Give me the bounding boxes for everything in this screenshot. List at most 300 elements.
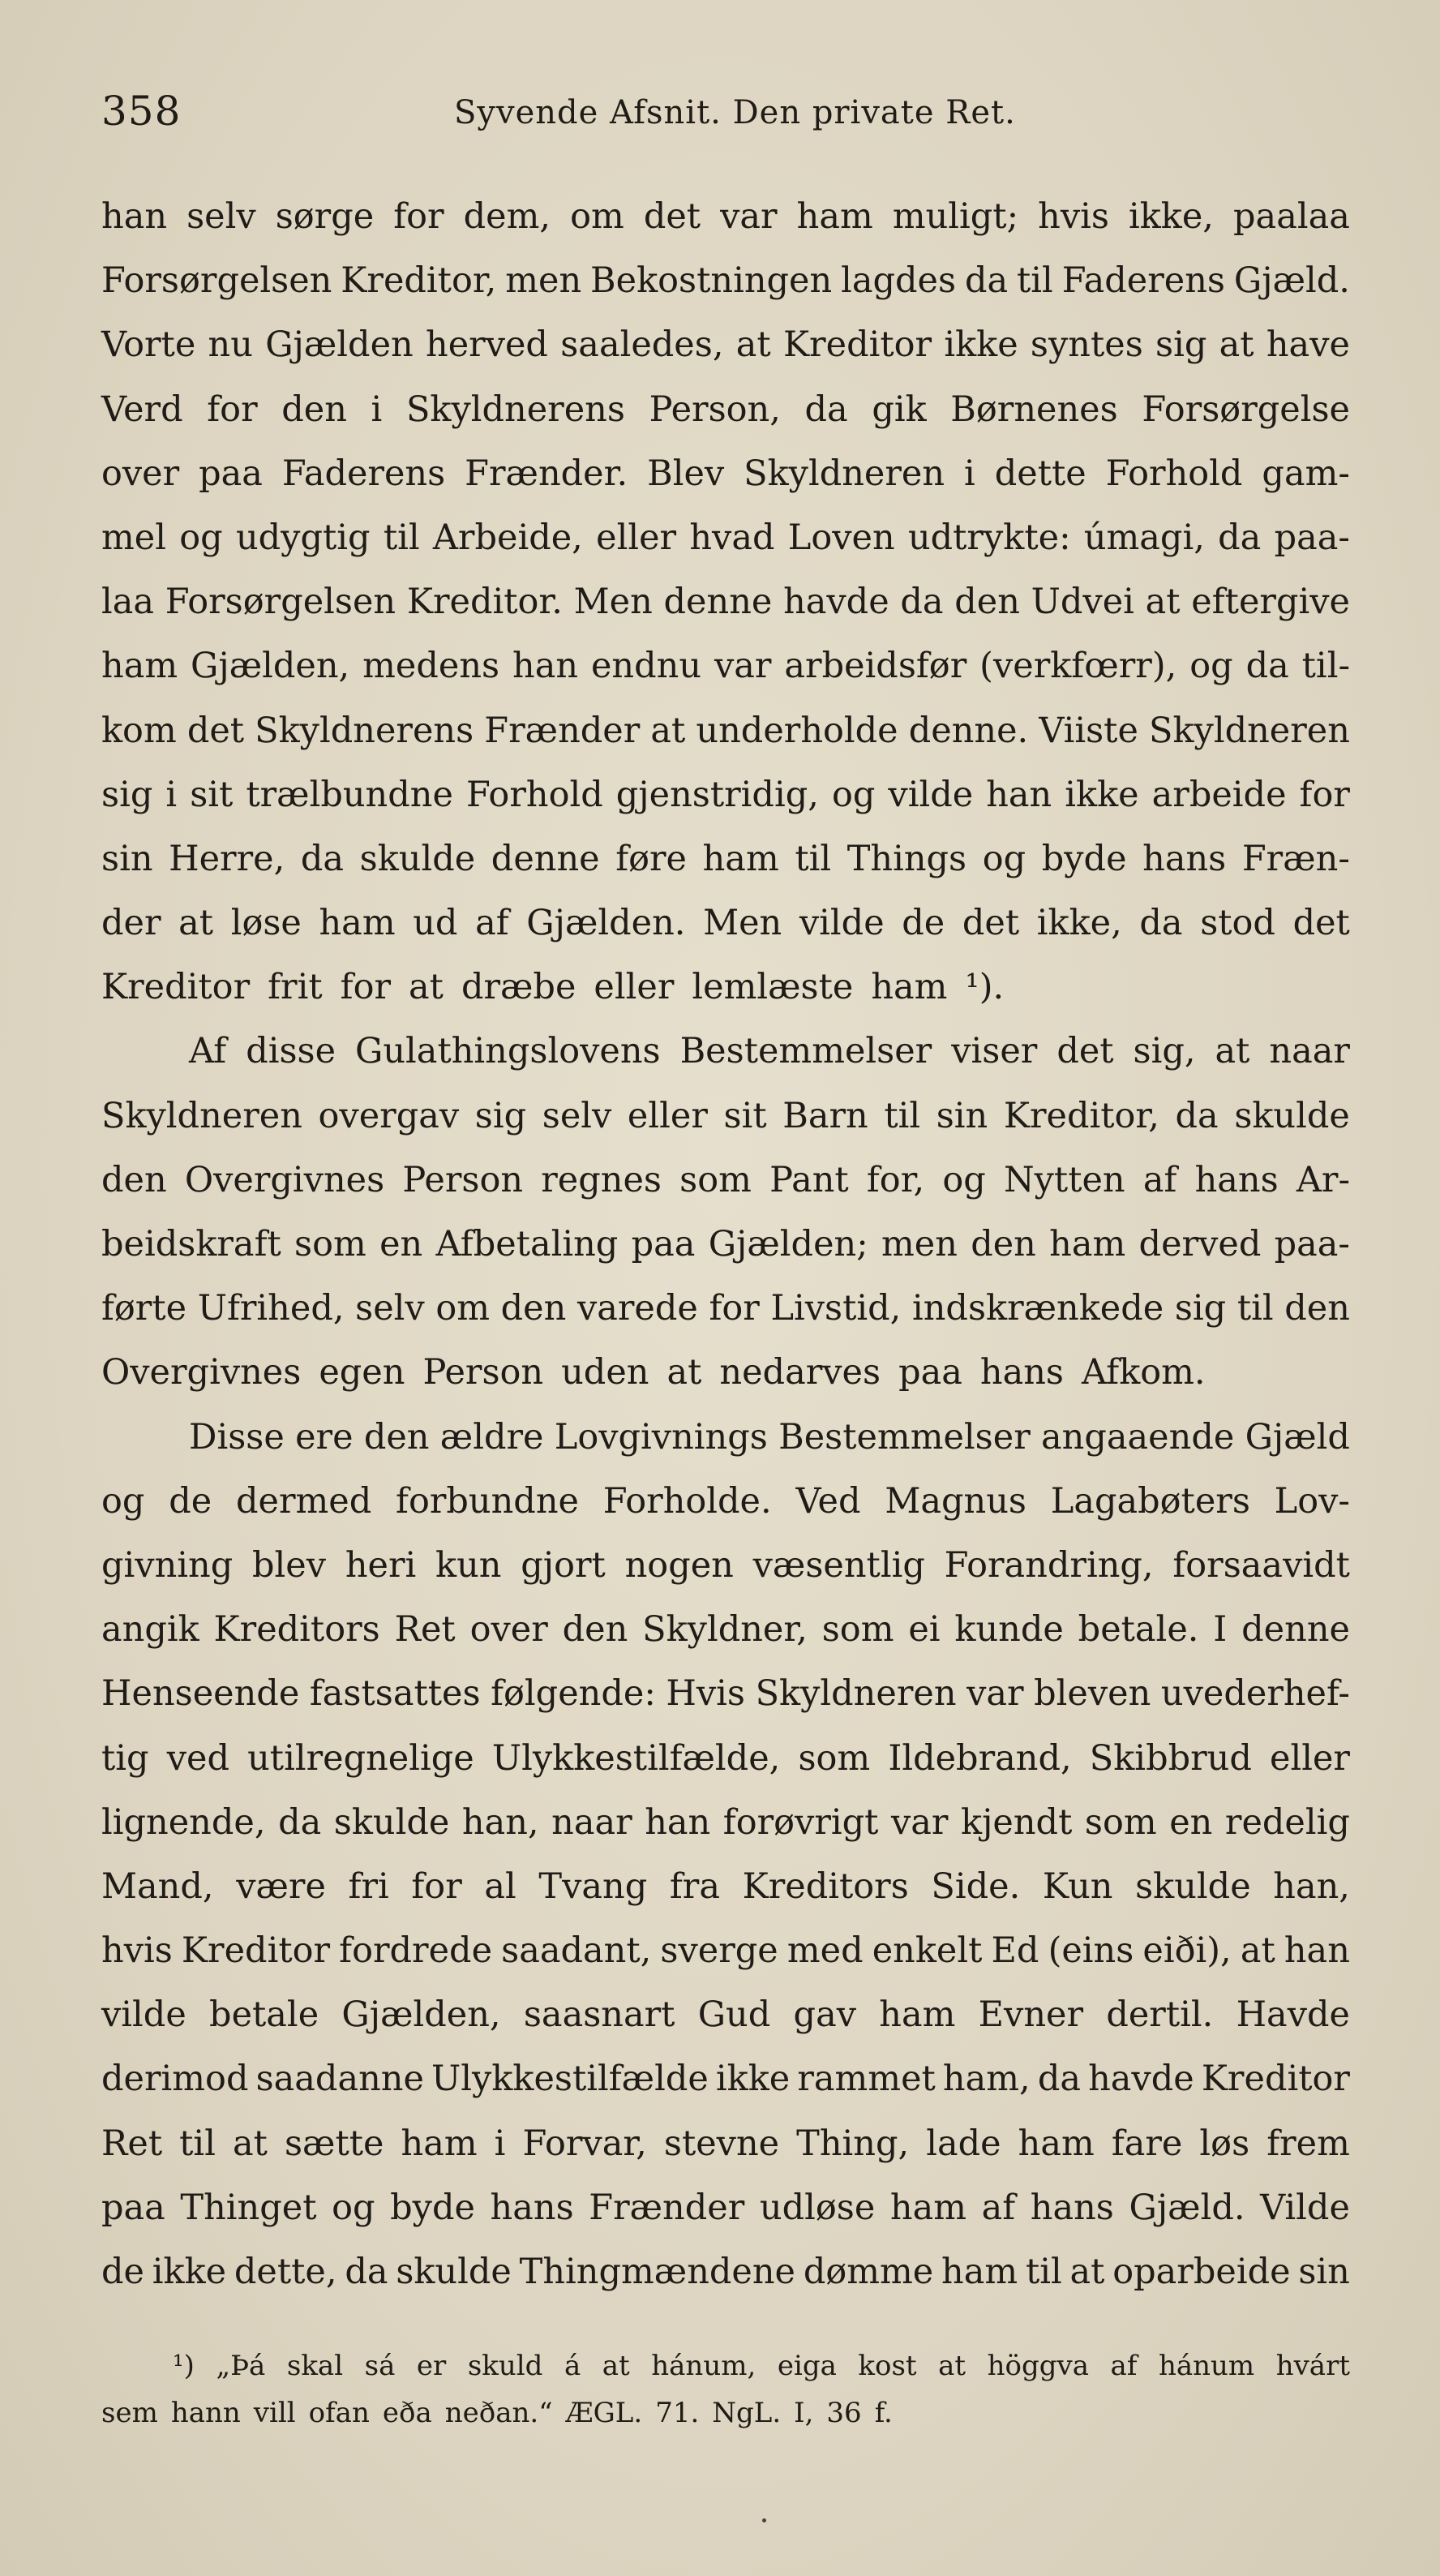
word: Henseende <box>101 1673 300 1715</box>
word: ham <box>319 903 396 944</box>
word: Pant <box>769 1159 849 1200</box>
word: Person <box>422 1352 544 1393</box>
word: at <box>178 903 214 944</box>
word: gjenstridig, <box>615 774 819 815</box>
text-line <box>101 763 1350 827</box>
word: rammet <box>797 2059 936 2100</box>
word: Forsørgelsen <box>165 582 396 623</box>
word: da <box>278 1801 322 1843</box>
word: han <box>101 196 168 237</box>
word: Udvei <box>1031 582 1134 623</box>
word: som <box>1084 1801 1157 1843</box>
word: en <box>1169 1801 1213 1843</box>
word: hvis <box>101 1930 173 1972</box>
word: Skibbrud <box>1089 1737 1252 1779</box>
word: Ulykkestilfælde, <box>491 1737 781 1779</box>
word: væsentlig <box>752 1544 925 1586</box>
word: paa <box>631 1224 696 1264</box>
word: det <box>186 710 245 751</box>
text-line <box>101 634 1350 698</box>
text-line <box>101 1213 1350 1277</box>
word: Frænder <box>484 710 641 751</box>
word: der <box>101 903 161 944</box>
text-line <box>101 2240 1350 2304</box>
word: som <box>679 1159 752 1200</box>
word: höggva <box>987 2350 1089 2382</box>
text-line <box>101 1919 1350 1983</box>
word: Gulathingslovens <box>355 1031 661 1072</box>
word: til <box>884 1095 921 1136</box>
text-line <box>101 2112 1350 2176</box>
word: egen <box>319 1352 405 1393</box>
word: skal <box>286 2350 344 2382</box>
word: I, <box>794 2397 814 2429</box>
word: tig <box>101 1737 149 1779</box>
word: sá <box>364 2350 396 2382</box>
word: havde <box>1088 2059 1194 2100</box>
word: og <box>942 1159 986 1200</box>
word: til <box>795 838 832 879</box>
word: naar <box>551 1801 632 1843</box>
word: enkelt <box>872 1930 983 1972</box>
word: Gud <box>697 1994 771 2036</box>
word: Kreditor. <box>406 582 563 623</box>
word: dette, <box>234 2252 337 2292</box>
word: ikke <box>1065 774 1139 815</box>
word: I <box>1213 1609 1228 1651</box>
word: Skyldneren <box>744 453 945 494</box>
word: Ved <box>795 1480 861 1522</box>
word: muligt; <box>892 196 1019 237</box>
word: Kreditors <box>742 1865 909 1907</box>
word: Ed <box>991 1930 1039 1972</box>
word: Skyldnerens <box>255 710 474 751</box>
word: á <box>564 2350 581 2382</box>
word: han, <box>461 1801 539 1843</box>
word: Kreditor, <box>1003 1095 1159 1136</box>
word: Frænder. <box>465 453 628 494</box>
word: ÆGL. <box>565 2397 643 2429</box>
word: fra <box>669 1865 720 1907</box>
word: hans <box>1030 2187 1114 2228</box>
word: Ulykkestilfælde <box>431 2059 709 2100</box>
word: den <box>1284 1288 1350 1329</box>
word: udtrykte: <box>907 517 1071 558</box>
footnotes <box>101 2342 1350 2436</box>
word: gik <box>872 389 927 430</box>
word: hans <box>490 2187 574 2228</box>
word: da <box>1175 1095 1219 1136</box>
word: saadanne <box>255 2059 424 2100</box>
word: den <box>363 1416 430 1458</box>
word: Side. <box>931 1865 1021 1907</box>
word: uvederhef- <box>1160 1673 1350 1715</box>
word: ham <box>879 1994 956 2036</box>
word: lemlæste <box>692 967 854 1008</box>
word: lignende, <box>101 1801 266 1843</box>
word: løse <box>230 903 302 944</box>
word: Nytten <box>1004 1159 1125 1200</box>
word: f. <box>874 2397 893 2429</box>
word: Gjælden, <box>341 1994 501 2036</box>
word: Lov- <box>1274 1480 1350 1522</box>
word: Mand, <box>101 1865 214 1907</box>
word: og <box>179 517 223 558</box>
word: skulde <box>1135 1865 1251 1907</box>
word: dette <box>994 453 1086 494</box>
word: dræbe <box>461 967 576 1008</box>
word: Thinget <box>180 2187 317 2228</box>
word: vilde <box>101 1994 186 2036</box>
word: sit <box>723 1095 767 1136</box>
word: underholde <box>696 710 898 751</box>
word: og <box>101 1480 145 1522</box>
word: førte <box>101 1288 187 1329</box>
word: som <box>821 1609 894 1651</box>
word: ham <box>871 967 948 1008</box>
word: ham <box>941 2252 1018 2292</box>
word: kjendt <box>961 1801 1073 1843</box>
word: nu <box>208 324 253 366</box>
text-line <box>101 442 1350 506</box>
word: han <box>1284 1930 1350 1972</box>
word: Thingmændene <box>519 2252 796 2292</box>
word: de <box>101 2252 144 2292</box>
word: de <box>169 1480 212 1522</box>
word: kun <box>435 1544 502 1586</box>
word: Vilde <box>1260 2187 1350 2228</box>
word: hánum <box>1158 2350 1255 2382</box>
word: sætte <box>284 2123 384 2164</box>
word: hans <box>1142 838 1227 879</box>
word: endnu <box>590 646 702 687</box>
word: om <box>435 1288 491 1329</box>
word: „Þá <box>216 2350 266 2382</box>
word: eða <box>382 2397 432 2429</box>
word: selv <box>542 1095 612 1136</box>
word: ikke <box>152 2252 227 2292</box>
word: dem, <box>463 196 551 237</box>
word: hans <box>979 1352 1064 1393</box>
word: Havde <box>1236 1994 1350 2036</box>
word: lagdes <box>841 260 957 302</box>
word: eller <box>594 967 675 1008</box>
word: for, <box>866 1159 925 1200</box>
word: den <box>281 389 347 430</box>
word: saasnart <box>523 1994 675 2036</box>
word: den <box>101 1159 167 1200</box>
word: ofan <box>308 2397 370 2429</box>
word: da <box>300 838 345 879</box>
word: úmagi, <box>1083 517 1205 558</box>
word: ham <box>401 2123 478 2164</box>
word: det <box>962 903 1020 944</box>
word: ikke <box>715 2059 791 2100</box>
text-line <box>101 1020 1350 1084</box>
word: da <box>1139 903 1183 944</box>
word: Gjæld. <box>1129 2187 1245 2228</box>
word: med <box>786 1930 864 1972</box>
word: af <box>1142 1159 1177 1200</box>
word: paa- <box>1274 517 1350 558</box>
word: Gjæld. <box>1233 260 1350 302</box>
word: sverge <box>660 1930 778 1972</box>
word: Vorte <box>101 324 196 366</box>
word: hann <box>170 2397 241 2429</box>
word: til <box>1025 2252 1062 2292</box>
word: ham <box>1049 1224 1126 1264</box>
word: naar <box>1269 1031 1350 1072</box>
word: da <box>900 582 944 623</box>
word: ¹). <box>965 967 1005 1008</box>
word: nedarves <box>719 1352 881 1393</box>
word: Afbetaling <box>435 1224 619 1264</box>
text-line <box>101 891 1350 955</box>
text-line <box>101 570 1350 634</box>
word: men <box>505 260 582 302</box>
word: Blev <box>647 453 725 494</box>
word: Skyldneren <box>101 1095 302 1136</box>
word: til <box>1017 260 1053 302</box>
word: følgende: <box>491 1673 656 1715</box>
word: Kreditor, <box>341 260 497 302</box>
word: kom <box>101 710 177 751</box>
word: ikke, <box>1036 903 1122 944</box>
word: og <box>1189 646 1233 687</box>
word: at <box>409 967 444 1008</box>
word: ikke <box>944 324 1018 366</box>
text-line <box>101 1406 1350 1470</box>
word: Skyldneren <box>755 1673 957 1715</box>
word: sin <box>936 1095 988 1136</box>
word: men <box>881 1224 958 1264</box>
word: af <box>475 903 509 944</box>
word: ¹) <box>173 2350 195 2382</box>
word: ældre <box>439 1416 544 1458</box>
word: syntes <box>1030 324 1143 366</box>
word: 71. <box>655 2397 700 2429</box>
word: forbundne <box>396 1480 579 1522</box>
word: løs <box>1199 2123 1250 2164</box>
word: skulde <box>396 2252 512 2292</box>
word: gav <box>793 1994 857 2036</box>
word: dertil. <box>1106 1994 1214 2036</box>
word: Loven <box>787 517 895 558</box>
word: forsaavidt <box>1172 1544 1350 1586</box>
word: frit <box>268 967 323 1008</box>
word: gam- <box>1262 453 1350 494</box>
footnote-line <box>101 2342 1350 2389</box>
word: eftergive <box>1191 582 1350 623</box>
word: Faderens <box>281 453 446 494</box>
word: Thing, <box>796 2123 910 2164</box>
word: angik <box>101 1609 199 1651</box>
word: den <box>971 1224 1036 1264</box>
word: Fræn- <box>1241 838 1350 879</box>
word: da <box>345 2252 388 2292</box>
word: herved <box>426 324 548 366</box>
text-line <box>101 506 1350 570</box>
word: var <box>966 1673 1024 1715</box>
page-number: 358 <box>101 88 182 135</box>
text-line <box>101 827 1350 891</box>
word: dømme <box>803 2252 934 2292</box>
word: eller <box>1270 1737 1350 1779</box>
word: Skyldnerens <box>405 389 625 430</box>
text-line <box>101 2176 1350 2240</box>
word: eller <box>627 1095 708 1136</box>
word: 36 <box>826 2397 862 2429</box>
word: hans <box>1194 1159 1279 1200</box>
word: Men <box>573 582 653 623</box>
word: Forandring, <box>944 1544 1154 1586</box>
word: selv <box>355 1288 425 1329</box>
word: til <box>383 517 420 558</box>
word: i <box>964 453 975 494</box>
word: ham <box>101 646 178 687</box>
word: havde <box>783 582 889 623</box>
word: sig, <box>1133 1031 1196 1072</box>
word: fare <box>1111 2123 1183 2164</box>
word: denne <box>491 838 600 879</box>
word: paalaa <box>1233 196 1350 237</box>
word: derimod <box>101 2059 249 2100</box>
word: han <box>512 646 579 687</box>
word: at <box>650 710 686 751</box>
word: Arbeide, <box>432 517 583 558</box>
footnote-line <box>101 2389 1350 2436</box>
word: ham <box>702 838 779 879</box>
word: Livstid, <box>770 1288 902 1329</box>
word: ud <box>413 903 458 944</box>
word: var <box>714 646 772 687</box>
word: over <box>101 453 180 494</box>
word: al <box>484 1865 516 1907</box>
word: at <box>1145 582 1181 623</box>
word: føre <box>615 838 688 879</box>
text-line <box>101 185 1350 249</box>
word: at <box>666 1352 702 1393</box>
word: til <box>179 2123 216 2164</box>
word: i <box>371 389 383 430</box>
word: Af <box>189 1031 227 1072</box>
text-line <box>101 1277 1350 1341</box>
word: Bekostningen <box>590 260 833 302</box>
body-text <box>101 185 1350 2304</box>
word: vilde <box>799 903 885 944</box>
word: Ret <box>101 2123 163 2164</box>
word: om <box>570 196 624 237</box>
word: hánum, <box>651 2350 756 2382</box>
text-line <box>101 378 1350 442</box>
word: Magnus <box>885 1480 1026 1522</box>
word: Kreditor <box>1201 2059 1350 2100</box>
word: Kun <box>1042 1865 1113 1907</box>
word: at <box>233 2123 268 2164</box>
word: viser <box>951 1031 1038 1072</box>
word: han <box>645 1801 711 1843</box>
word: af <box>1110 2350 1138 2382</box>
word: sig <box>101 774 153 815</box>
word: Ufrihed, <box>197 1288 345 1329</box>
word: eiga <box>777 2350 837 2382</box>
word: overgav <box>318 1095 460 1136</box>
word: Kreditor <box>782 324 932 366</box>
word: laa <box>101 582 155 623</box>
word: at <box>735 324 771 366</box>
word: ham <box>796 196 873 237</box>
word: sem <box>101 2397 158 2429</box>
word: at <box>938 2350 966 2382</box>
word: byde <box>1041 838 1127 879</box>
word: Gjæld <box>1245 1416 1350 1458</box>
print-speck <box>762 2518 766 2522</box>
word: til <box>1236 1288 1274 1329</box>
word: (eins <box>1048 1930 1134 1972</box>
word: Gjælden; <box>708 1224 868 1264</box>
word: da <box>804 389 848 430</box>
word: lade <box>926 2123 1001 2164</box>
text-line <box>101 1662 1350 1726</box>
word: Bestemmelser <box>679 1031 932 1072</box>
text-line <box>101 1470 1350 1534</box>
word: Overgivnes <box>184 1159 385 1200</box>
word: indskrænkede <box>911 1288 1164 1329</box>
word: beidskraft <box>101 1224 281 1264</box>
word: varede <box>576 1288 698 1329</box>
word: Ildebrand, <box>888 1737 1072 1779</box>
word: Gjælden, <box>191 646 350 687</box>
word: for <box>393 196 444 237</box>
word: Kreditor <box>101 967 251 1008</box>
word: eiði), <box>1142 1930 1232 1972</box>
word: i <box>494 2123 506 2164</box>
word: sig <box>1174 1288 1227 1329</box>
word: over <box>469 1609 548 1651</box>
word: fordrede <box>339 1930 493 1972</box>
word: da <box>964 260 1009 302</box>
word: hvad <box>689 517 775 558</box>
word: Ret <box>394 1609 456 1651</box>
word: da <box>1037 2059 1081 2100</box>
word: den <box>954 582 1020 623</box>
word: Person <box>402 1159 524 1200</box>
text-line <box>101 1791 1350 1855</box>
text-line <box>101 1084 1350 1148</box>
word: sig <box>474 1095 527 1136</box>
word: Gjælden <box>265 324 414 366</box>
word: i <box>165 774 178 815</box>
word: han, <box>1273 1865 1350 1907</box>
word: ham, <box>942 2059 1031 2100</box>
text-line <box>101 313 1350 377</box>
word: Lagabøters <box>1050 1480 1250 1522</box>
word: Barn <box>782 1095 868 1136</box>
word: Ar- <box>1296 1159 1350 1200</box>
word: betale <box>209 1994 319 2036</box>
word: han <box>986 774 1052 815</box>
word: er <box>416 2350 447 2382</box>
word: ikke, <box>1129 196 1214 237</box>
word: denne <box>1241 1609 1350 1651</box>
word: Forhold <box>1105 453 1243 494</box>
text-line <box>101 1983 1350 2047</box>
word: sit <box>190 774 234 815</box>
word: utilregnelige <box>247 1737 474 1779</box>
word: hvárt <box>1275 2350 1350 2382</box>
word: Kreditor <box>181 1930 331 1972</box>
word: denne <box>663 582 773 623</box>
